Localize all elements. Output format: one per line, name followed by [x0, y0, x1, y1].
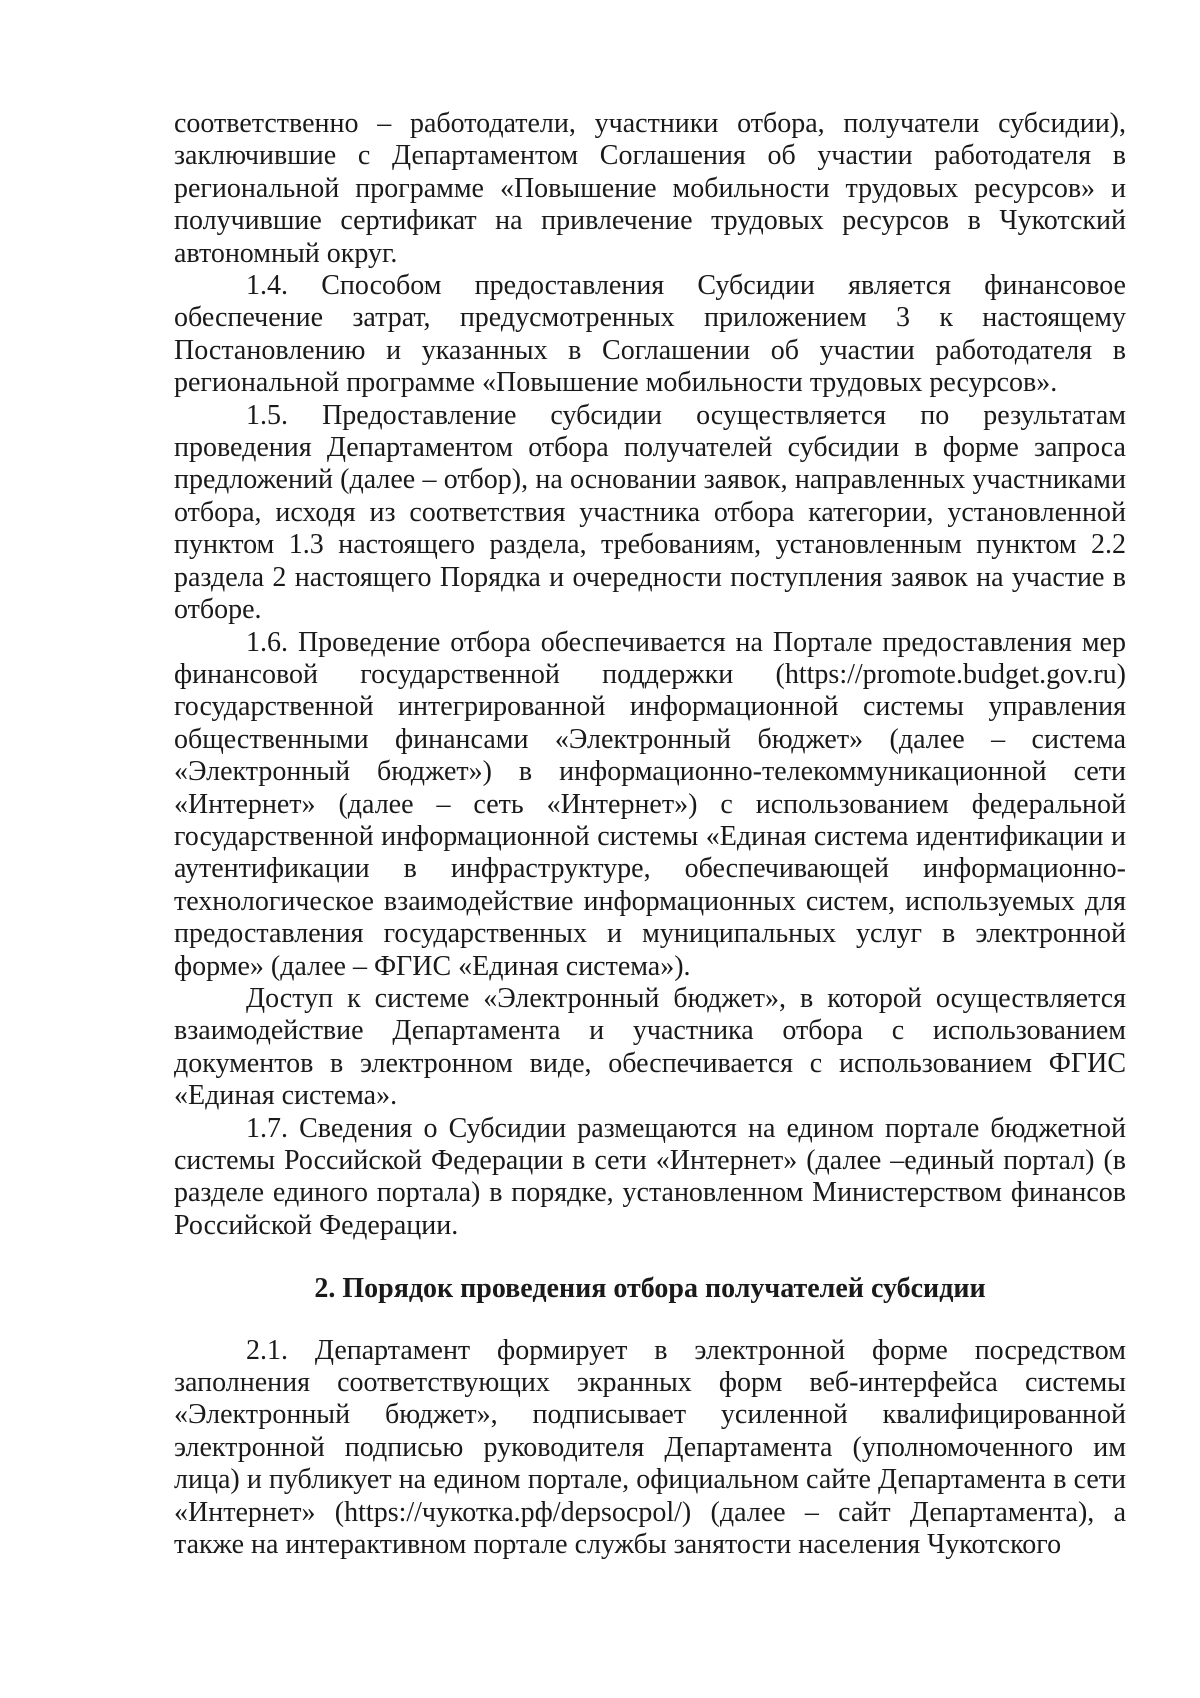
paragraph-recipients-continuation: соответственно – работодатели, участники отбора, получатели субсидии), заключившие с Департаментом Соглашения об участии работодателя в региональной программе «Повышение мобильности трудовых ресурсов» и получившие сертификат на привлечение трудовых ресурсов в Чукотский автономный округ. [174, 108, 1126, 269]
paragraph-1-4: 1.4. Способом предоставления Субсидии является финансовое обеспечение затрат, предусмотренных приложением 3 к настоящему Постановлению и указанных в Соглашении об участии работодателя в региональной программе «Повышение мобильности трудовых ресурсов». [174, 270, 1126, 399]
paragraph-1-6: 1.6. Проведение отбора обеспечивается на Портале предоставления мер финансовой государственной поддержки (https://promote.budget.gov.ru) государственной интегрированной информационной системы управления общественными финансами «Электронный бюджет» (далее – система «Электронный бюджет») в информационно-телекоммуникационной сети «Интернет» (далее – сеть «Интернет») с использованием федеральной государственной информационной системы «Единая система идентификации и аутентификации в инфраструктуре, обеспечивающей информационно-технологическое взаимодействие информационных систем, используемых для предоставления государственных и муниципальных услуг в электронной форме» (далее – ФГИС «Единая система»). [174, 626, 1126, 982]
paragraph-2-1: 2.1. Департамент формирует в электронной форме посредством заполнения соответствующих экранных форм веб-интерфейса системы «Электронный бюджет», подписывает усиленной квалифицированной электронной подписью руководителя Департамента (уполномоченного им лица) и публикует на едином портале, официальном сайте Департамента в сети «Интернет» (https://чукотка.рф/depsocpol/) (далее – сайт Департамента), а также на интерактивном портале службы занятости населения Чукотского [174, 1334, 1126, 1561]
paragraph-1-5: 1.5. Предоставление субсидии осуществляется по результатам проведения Департаментом отбора получателей субсидии в форме запроса предложений (далее – отбор), на основании заявок, направленных участниками отбора, исходя из соответствия участника отбора категории, установленной пунктом 1.3 настоящего раздела, требованиям, установленным пунктом 2.2 раздела 2 настоящего Порядка и очередности поступления заявок на участие в отборе. [174, 399, 1126, 626]
paragraph-1-7: 1.7. Сведения о Субсидии размещаются на едином портале бюджетной системы Российской Федерации в сети «Интернет» (далее –единый портал) (в разделе единого портала) в порядке, установленном Министерством финансов Российской Федерации. [174, 1112, 1126, 1241]
document-page [174, 108, 1126, 1561]
paragraph-access: Доступ к системе «Электронный бюджет», в которой осуществляется взаимодействие Департамента и участника отбора с использованием документов в электронном виде, обеспечивается с использованием ФГИС «Единая система». [174, 982, 1126, 1112]
section-heading: 2. Порядок проведения отбора получателей субсидии [314, 1273, 986, 1305]
